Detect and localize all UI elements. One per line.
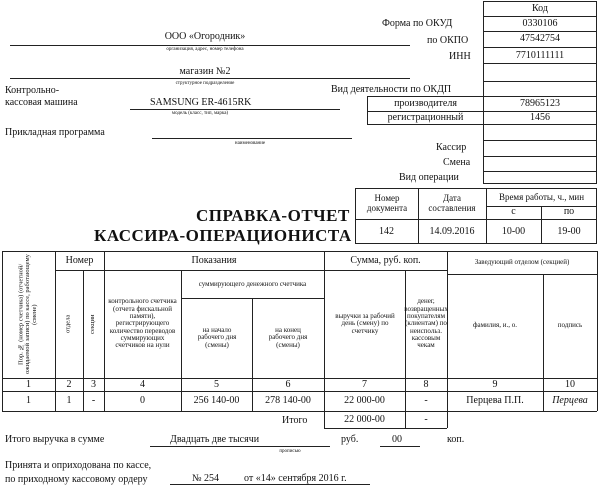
registration-label: регистрационный [387,112,464,123]
col-section-header: секции [89,314,97,334]
okud-label: Форма по ОКУД [382,18,453,29]
worktime-from-label: с [511,206,516,218]
division-caption: структурное подразделение [175,81,235,86]
document-title-line2: КАССИРА-ОПЕРАЦИОНИСТА [94,226,352,245]
col-number-header: Номер [65,254,94,266]
row-section: - [91,395,96,407]
col-num-5: 5 [214,378,219,390]
col-num-8: 8 [423,378,429,390]
inn-value: 7710111111 [515,50,565,61]
total-returns: - [424,413,428,425]
col-num-6: 6 [285,378,291,390]
footer-kop-label: коп. [447,434,465,445]
kkm-model: SAMSUNG ER-4615RK [150,97,252,108]
col-summing-counter-header: суммирующего денежного счетчика [198,279,307,288]
doc-date-value: 14.09.2016 [429,225,475,237]
footer-words-caption: прописью [279,449,301,454]
worktime-label: Время работы, ч., мин [498,191,585,202]
worktime-from-value: 10-00 [501,225,526,237]
footer-rub-label: руб. [341,434,359,445]
col-name-header: фамилия, и., о. [472,321,518,330]
col-revenue-header: выручки за рабочий день (смену) по счетчику [335,311,395,335]
operation-label: Вид операции [399,172,459,183]
document-title-line1: СПРАВКА-ОТЧЕТ [196,206,350,225]
manufacturer-label: производителя [394,98,457,109]
col-control-counter-header: контрольного счетчика (отчета фискальной памяти), регистрирующего количество переводов суммирующих счетчиков на нули [108,297,177,350]
footer-kop-value: 00 [392,434,402,445]
row-dept: 1 [66,395,72,407]
doc-number-label: Номер документа [366,193,408,213]
row-start: 256 140-00 [193,395,240,407]
col-start-header: на начало рабочего дня (смены) [197,325,237,349]
kkm-label-2: кассовая машина [5,97,78,108]
app-caption: наименование [234,141,266,146]
worktime-to-value: 19-00 [557,225,581,237]
cashier-label: Кассир [436,142,467,153]
inn-label: ИНН [449,51,471,62]
total-row-label: Итого [282,415,308,426]
col-returns-header: денег, возвращенных покупателям (клиентам) по неиспольз. кассовым чекам [404,297,448,350]
footer-order-number: № 254 [192,473,220,484]
row-seq: 1 [26,395,31,407]
app-label: Прикладная программа [5,127,105,138]
division-name: магазин №2 [179,66,231,77]
row-returns: - [424,395,428,407]
footer-accepted-line1: Принята и оприходована по кассе, [5,460,152,471]
col-manager-header: Заведующий отделом (секцией) [474,258,570,267]
kkm-caption: модель (класс, тип, марка) [171,111,229,116]
worktime-to-label: по [563,206,575,218]
row-revenue: 22 000-00 [344,395,385,407]
manufacturer-value: 78965123 [520,98,560,109]
okpo-value: 47542754 [520,33,560,44]
col-num-7: 7 [362,378,367,390]
okud-value: 0330106 [522,18,558,29]
row-signature: Перцева [552,395,588,407]
doc-date-label: Дата составления [428,193,476,213]
doc-number-value: 142 [379,225,394,237]
col-num-3: 3 [91,378,96,390]
col-num-10: 10 [565,378,575,390]
kkm-label-1: Контрольно- [5,85,60,96]
row-end: 278 140-00 [265,395,311,407]
col-num-2: 2 [66,378,72,390]
org-name: ООО «Огородник» [164,31,246,42]
okpo-label: по ОКПО [427,35,469,46]
total-revenue: 22 000-00 [344,413,385,425]
footer-total-words: Двадцать две тысячи [170,434,260,445]
col-seq-header: Пор. № (номер счетчика) (отчетной/ожидаемой записи) по кассе, работающему (смене) [17,254,38,375]
col-sum-header: Сумма, руб. коп. [350,254,421,266]
okdp-label: Вид деятельности по ОКДП [331,84,452,95]
col-dept-header: отдела [64,314,72,334]
row-control: 0 [140,395,145,407]
col-num-1: 1 [26,378,31,390]
row-manager-name: Перцева П.П. [466,395,524,407]
col-readings-header: Показания [191,254,237,266]
col-num-4: 4 [140,378,145,390]
col-end-header: на конец рабочего дня (смены) [268,325,308,349]
kod-header: Код [532,3,548,14]
footer-accepted-line2: по приходному кассовому ордеру [5,474,148,485]
col-signature-header: подпись [557,321,583,330]
registration-value: 1456 [530,112,550,123]
org-name-caption: организация, адрес, номер телефона [166,47,244,52]
footer-order-date: от «14» сентября 2016 г. [244,473,347,484]
col-num-9: 9 [492,378,498,390]
shift-label: Смена [443,157,471,168]
footer-total-label: Итого выручка в сумме [5,434,105,445]
